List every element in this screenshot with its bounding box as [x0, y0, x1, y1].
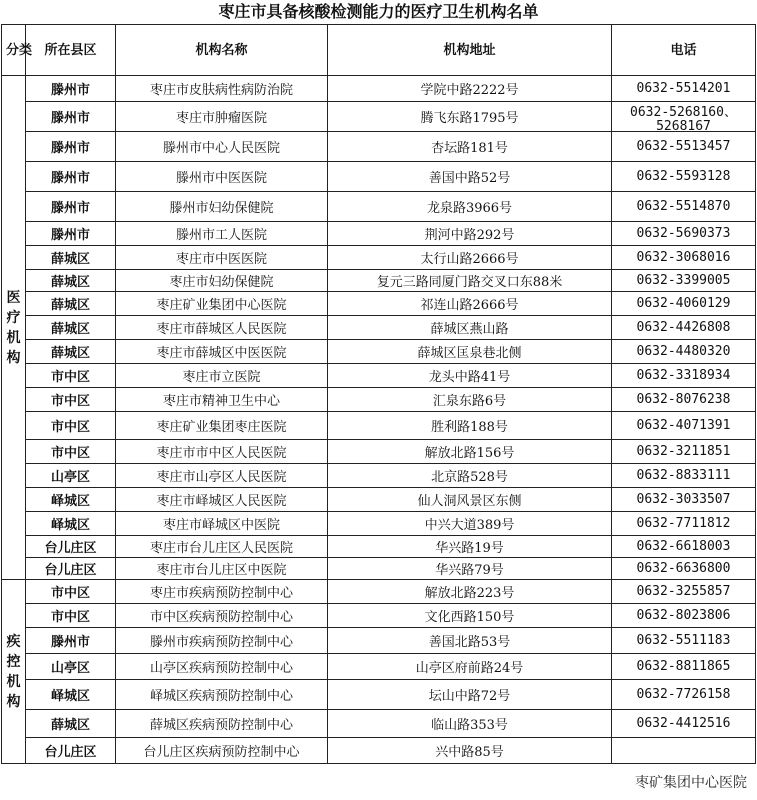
phone-cell: 0632-5511183	[612, 628, 756, 654]
county-cell: 薛城区	[26, 246, 116, 270]
name-cell: 枣庄市山亭区人民医院	[116, 464, 328, 488]
header-name: 机构名称	[116, 25, 328, 76]
table-row	[2, 580, 756, 604]
table-row	[2, 738, 756, 764]
address-cell: 华兴路79号	[328, 558, 612, 580]
address-cell: 薛城区匡泉巷北侧	[328, 340, 612, 364]
table-row	[2, 192, 756, 222]
name-cell: 枣庄市立医院	[116, 364, 328, 388]
county-cell: 台儿庄区	[26, 536, 116, 558]
phone-cell: 0632-7726158	[612, 680, 756, 710]
address-cell: 中兴大道389号	[328, 512, 612, 536]
county-cell: 市中区	[26, 364, 116, 388]
name-cell: 枣庄市市中区人民医院	[116, 440, 328, 464]
table-row	[2, 102, 756, 132]
table-row	[2, 654, 756, 680]
name-cell: 枣庄市疾病预防控制中心	[116, 580, 328, 604]
table-row	[2, 162, 756, 192]
table-row	[2, 488, 756, 512]
table-row	[2, 364, 756, 388]
address-cell: 山亭区府前路24号	[328, 654, 612, 680]
county-cell: 滕州市	[26, 162, 116, 192]
address-cell: 兴中路85号	[328, 738, 612, 764]
table-row	[2, 270, 756, 292]
county-cell: 薛城区	[26, 292, 116, 316]
address-cell: 善国中路52号	[328, 162, 612, 192]
phone-cell: 0632-6618003	[612, 536, 756, 558]
category-cell: 疾控机构	[2, 580, 26, 764]
table-row	[2, 292, 756, 316]
phone-cell: 0632-3033507	[612, 488, 756, 512]
table-row	[2, 246, 756, 270]
phone-cell: 0632-8023806	[612, 604, 756, 628]
table-row	[2, 412, 756, 440]
county-cell: 滕州市	[26, 132, 116, 162]
name-cell: 枣庄市峄城区中医院	[116, 512, 328, 536]
table-row	[2, 680, 756, 710]
name-cell: 滕州市中心人民医院	[116, 132, 328, 162]
phone-cell: 0632-4426808	[612, 316, 756, 340]
table-header-row	[2, 25, 756, 76]
table-row	[2, 222, 756, 246]
phone-cell: 0632-3255857	[612, 580, 756, 604]
header-phone: 电话	[612, 25, 756, 76]
county-cell: 市中区	[26, 412, 116, 440]
name-cell: 滕州市疾病预防控制中心	[116, 628, 328, 654]
phone-cell: 0632-5514201	[612, 76, 756, 102]
county-cell: 滕州市	[26, 102, 116, 132]
county-cell: 市中区	[26, 388, 116, 412]
table-row	[2, 536, 756, 558]
name-cell: 薛城区疾病预防控制中心	[116, 710, 328, 738]
name-cell: 枣庄市皮肤病性病防治院	[116, 76, 328, 102]
phone-cell: 0632-3068016	[612, 246, 756, 270]
phone-cell: 0632-3211851	[612, 440, 756, 464]
name-cell: 枣庄市薛城区中医医院	[116, 340, 328, 364]
county-cell: 市中区	[26, 440, 116, 464]
county-cell: 薛城区	[26, 316, 116, 340]
address-cell: 太行山路2666号	[328, 246, 612, 270]
name-cell: 枣庄市中医医院	[116, 246, 328, 270]
table-row	[2, 558, 756, 580]
header-category: 分类	[2, 25, 26, 76]
name-cell: 枣庄矿业集团枣庄医院	[116, 412, 328, 440]
category-cell: 医疗机构	[2, 76, 26, 580]
address-cell: 坛山中路72号	[328, 680, 612, 710]
address-cell: 仙人洞风景区东侧	[328, 488, 612, 512]
phone-cell: 0632-5514870	[612, 192, 756, 222]
phone-cell: 0632-4480320	[612, 340, 756, 364]
table-row	[2, 440, 756, 464]
name-cell: 枣庄市薛城区人民医院	[116, 316, 328, 340]
address-cell: 腾飞东路1795号	[328, 102, 612, 132]
name-cell: 滕州市工人医院	[116, 222, 328, 246]
table-body	[2, 76, 756, 764]
county-cell: 滕州市	[26, 76, 116, 102]
county-cell: 台儿庄区	[26, 558, 116, 580]
address-cell: 杏坛路181号	[328, 132, 612, 162]
phone-cell: 0632-8076238	[612, 388, 756, 412]
name-cell: 枣庄矿业集团中心医院	[116, 292, 328, 316]
address-cell: 祁连山路2666号	[328, 292, 612, 316]
institution-table	[1, 24, 756, 764]
phone-cell: 0632-3399005	[612, 270, 756, 292]
address-cell: 北京路528号	[328, 464, 612, 488]
phone-cell: 0632-8811865	[612, 654, 756, 680]
header-address: 机构地址	[328, 25, 612, 76]
address-cell: 解放北路156号	[328, 440, 612, 464]
county-cell: 滕州市	[26, 192, 116, 222]
table-row	[2, 512, 756, 536]
address-cell: 文化西路150号	[328, 604, 612, 628]
county-cell: 薛城区	[26, 340, 116, 364]
county-cell: 薛城区	[26, 270, 116, 292]
table-row	[2, 628, 756, 654]
phone-cell: 0632-8833111	[612, 464, 756, 488]
phone-cell: 0632-4412516	[612, 710, 756, 738]
address-cell: 华兴路19号	[328, 536, 612, 558]
county-cell: 峄城区	[26, 512, 116, 536]
header-county: 所在县区	[26, 25, 116, 76]
phone-cell: 0632-3318934	[612, 364, 756, 388]
phone-cell: 0632-4071391	[612, 412, 756, 440]
address-cell: 学院中路2222号	[328, 76, 612, 102]
address-cell: 薛城区燕山路	[328, 316, 612, 340]
table-row	[2, 464, 756, 488]
name-cell: 滕州市妇幼保健院	[116, 192, 328, 222]
county-cell: 峄城区	[26, 488, 116, 512]
county-cell: 峄城区	[26, 680, 116, 710]
table-row	[2, 132, 756, 162]
county-cell: 山亭区	[26, 464, 116, 488]
address-cell: 复元三路同厦门路交叉口东88米	[328, 270, 612, 292]
name-cell: 枣庄市肿瘤医院	[116, 102, 328, 132]
address-cell: 龙泉路3966号	[328, 192, 612, 222]
watermark-text: 枣矿集团中心医院	[635, 775, 747, 791]
county-cell: 滕州市	[26, 628, 116, 654]
address-cell: 善国北路53号	[328, 628, 612, 654]
address-cell: 荆河中路292号	[328, 222, 612, 246]
address-cell: 解放北路223号	[328, 580, 612, 604]
address-cell: 临山路353号	[328, 710, 612, 738]
county-cell: 市中区	[26, 604, 116, 628]
county-cell: 台儿庄区	[26, 738, 116, 764]
phone-cell	[612, 738, 756, 764]
table-row	[2, 604, 756, 628]
phone-cell: 0632-7711812	[612, 512, 756, 536]
document-title: 枣庄市具备核酸检测能力的医疗卫生机构名单	[218, 2, 539, 21]
table-row	[2, 388, 756, 412]
table-row	[2, 316, 756, 340]
phone-cell: 0632-4060129	[612, 292, 756, 316]
address-cell: 龙头中路41号	[328, 364, 612, 388]
phone-cell: 0632-5513457	[612, 132, 756, 162]
address-cell: 汇泉东路6号	[328, 388, 612, 412]
table-row	[2, 340, 756, 364]
name-cell: 枣庄市峄城区人民医院	[116, 488, 328, 512]
name-cell: 峄城区疾病预防控制中心	[116, 680, 328, 710]
county-cell: 市中区	[26, 580, 116, 604]
name-cell: 枣庄市精神卫生中心	[116, 388, 328, 412]
table-row	[2, 76, 756, 102]
name-cell: 枣庄市妇幼保健院	[116, 270, 328, 292]
phone-cell: 0632-5268160、5268167	[612, 102, 756, 132]
phone-cell: 0632-5690373	[612, 222, 756, 246]
name-cell: 市中区疾病预防控制中心	[116, 604, 328, 628]
name-cell: 枣庄市台儿庄区中医院	[116, 558, 328, 580]
county-cell: 薛城区	[26, 710, 116, 738]
name-cell: 滕州市中医医院	[116, 162, 328, 192]
name-cell: 山亭区疾病预防控制中心	[116, 654, 328, 680]
table-row	[2, 710, 756, 738]
phone-cell: 0632-5593128	[612, 162, 756, 192]
county-cell: 山亭区	[26, 654, 116, 680]
county-cell: 滕州市	[26, 222, 116, 246]
phone-cell: 0632-6636800	[612, 558, 756, 580]
name-cell: 枣庄市台儿庄区人民医院	[116, 536, 328, 558]
name-cell: 台儿庄区疾病预防控制中心	[116, 738, 328, 764]
address-cell: 胜利路188号	[328, 412, 612, 440]
